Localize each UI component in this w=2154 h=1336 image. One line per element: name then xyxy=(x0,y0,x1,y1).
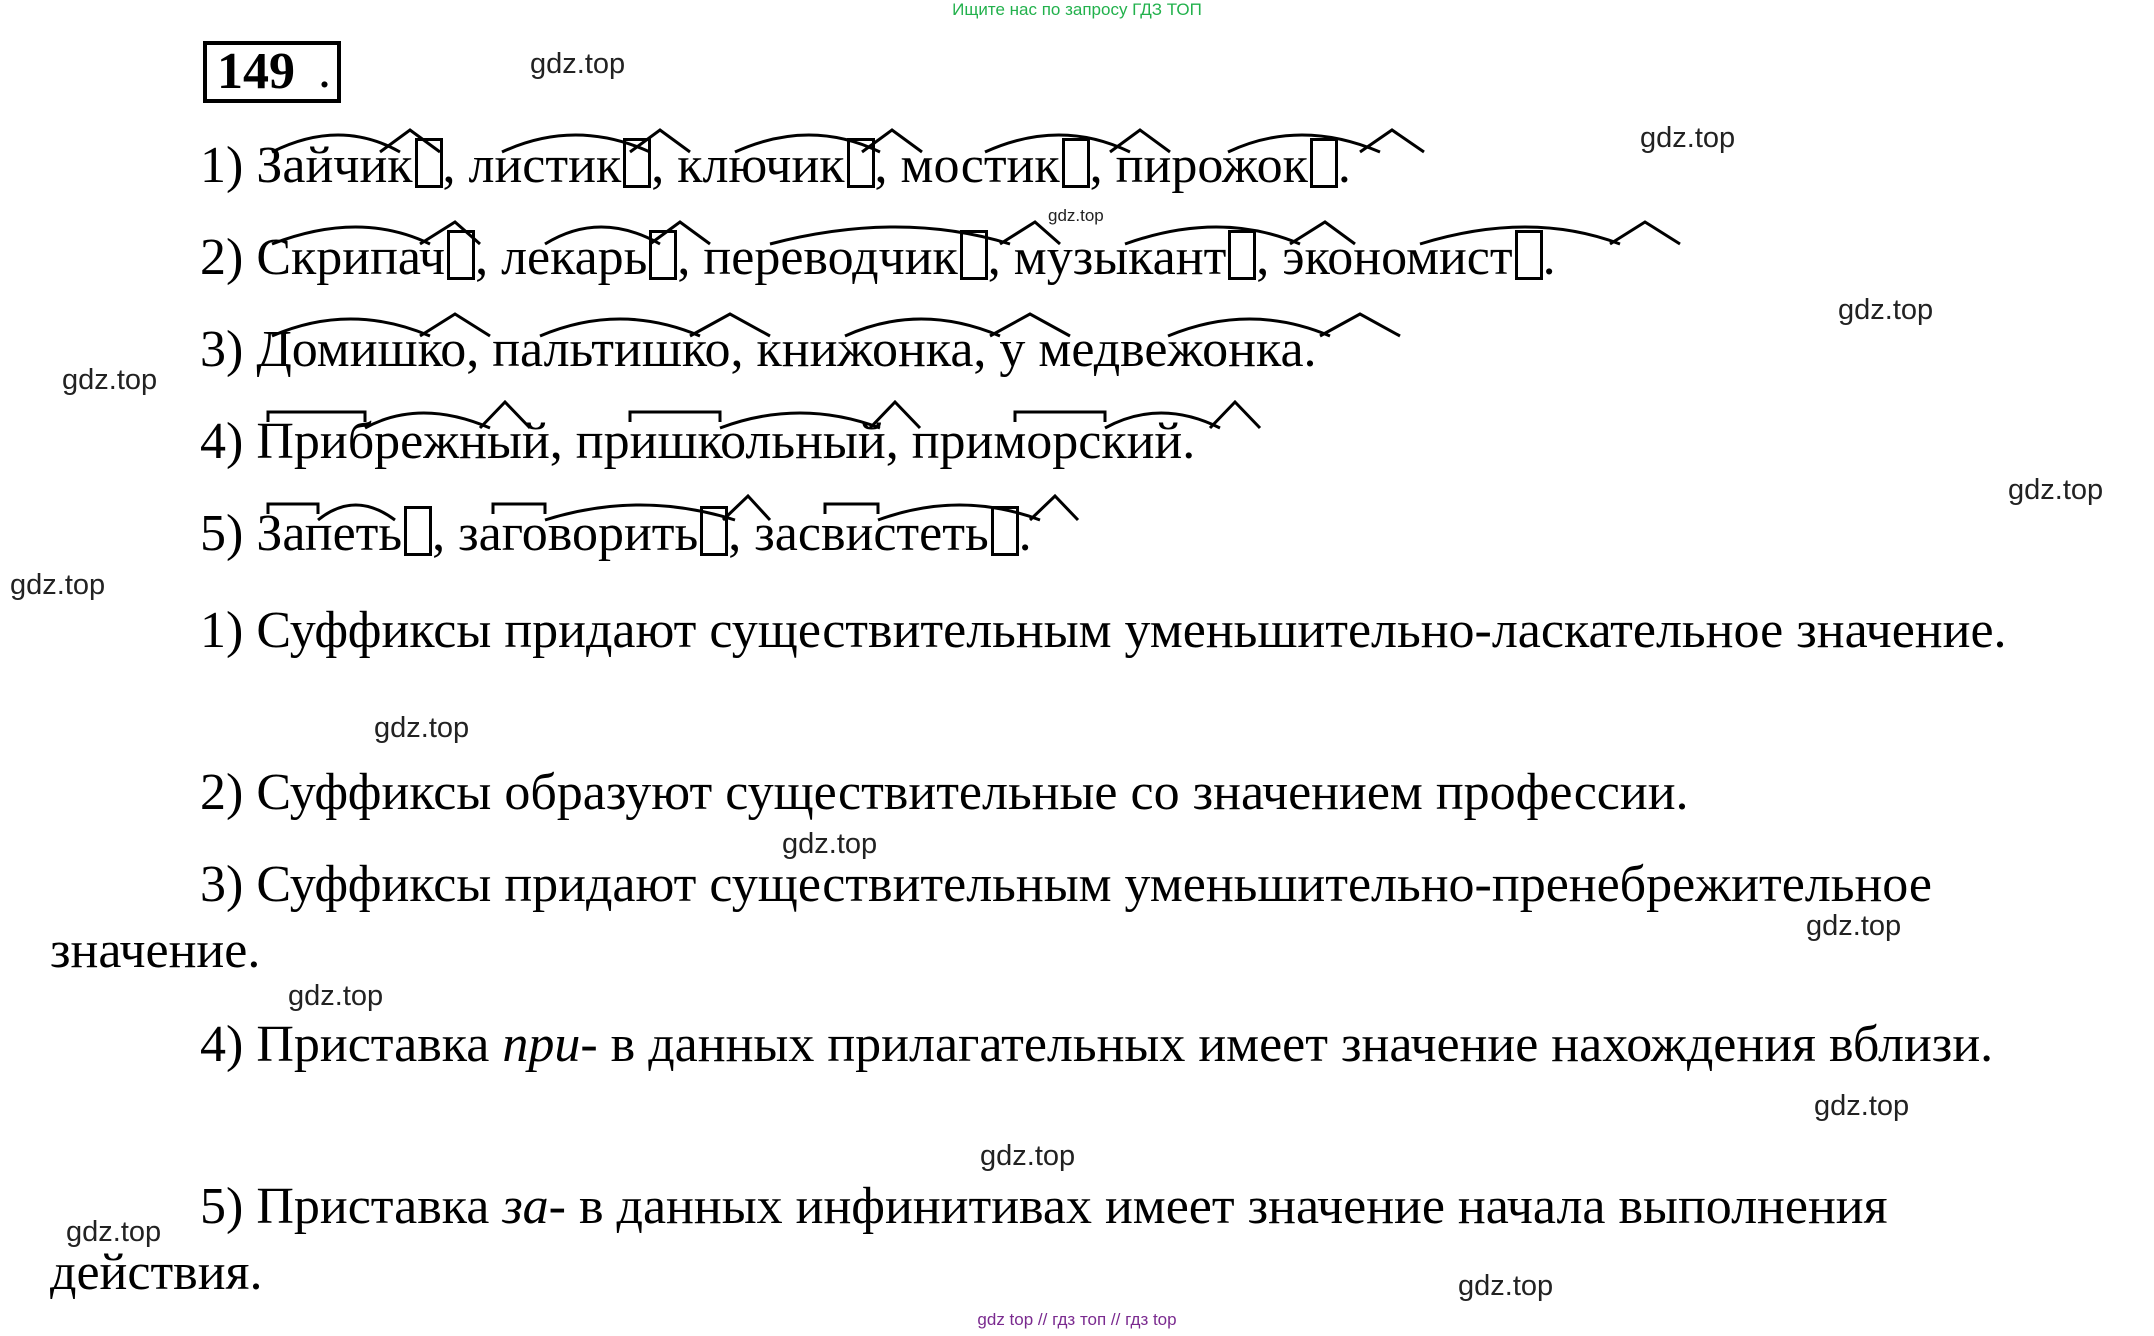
explanation-text: в данных инфинитивах имеет значение начала выполнения действия. xyxy=(50,1178,1888,1301)
row-number: 5) xyxy=(200,505,244,562)
explanation-text: в данных прилагательных имеет значение нахождения вблизи. xyxy=(597,1016,1994,1073)
word-root-suffix: Скрипач xyxy=(256,229,446,286)
row-end: . xyxy=(1337,137,1351,194)
word-root-suffix: Домишко xyxy=(256,321,467,378)
task-number-dot: . xyxy=(318,42,331,99)
ending-box xyxy=(847,138,875,188)
word-prefix-root-suffix: пришкольный xyxy=(575,413,886,470)
explanation-number: 3) xyxy=(200,856,244,913)
watermark: gdz.top xyxy=(10,569,106,601)
ending-box xyxy=(623,138,651,188)
explanation-2 xyxy=(50,760,2010,826)
explanation-text: Суффиксы придают существительным уменьшительно-пренебрежительное значение. xyxy=(50,856,1932,979)
watermark: gdz.top xyxy=(374,712,470,744)
word-root-suffix: музыкант xyxy=(1013,229,1227,286)
explanation-1 xyxy=(50,598,2010,664)
suffix-cap xyxy=(1320,314,1400,336)
row-end: . xyxy=(1018,505,1032,562)
explanation-number: 5) xyxy=(200,1178,244,1235)
watermark: gdz.top xyxy=(1640,122,1736,154)
row-number: 3) xyxy=(200,321,244,378)
word-root-suffix: лекарь xyxy=(501,229,648,286)
word-root-suffix: экономист xyxy=(1282,229,1513,286)
explanation-text: Суффиксы придают существительным уменьшительно-ласкательное значение. xyxy=(256,602,2007,659)
row-end: . xyxy=(1542,229,1556,286)
word-prefix-root: Запеть xyxy=(256,505,403,562)
explanation-italic-prefix: при- xyxy=(502,1016,598,1073)
word-root-suffix: Зайчик xyxy=(256,137,413,194)
watermark: gdz.top xyxy=(980,1140,1076,1172)
watermark: gdz.top xyxy=(1814,1090,1910,1122)
ending-box xyxy=(447,230,475,280)
explanation-number: 2) xyxy=(200,764,244,821)
row-end: . xyxy=(1303,321,1317,378)
explanation-4 xyxy=(50,1012,2010,1078)
watermark: gdz.top xyxy=(288,980,384,1012)
row-2: 2) Скрипач , лекарь , переводчик , музыкант , экономист . xyxy=(200,229,1556,286)
watermark: gdz.top xyxy=(1458,1270,1554,1302)
watermark: gdz.top xyxy=(2008,474,2104,506)
ending-box xyxy=(404,506,432,556)
task-number-box: 149 xyxy=(203,41,341,103)
row-number: 2) xyxy=(200,229,244,286)
word-root-suffix: мостик xyxy=(900,137,1060,194)
ending-box xyxy=(991,506,1019,556)
ending-box xyxy=(1310,138,1338,188)
word-prefix-root-suffix: приморский xyxy=(911,413,1183,470)
ending-box xyxy=(1228,230,1256,280)
ending-box xyxy=(415,138,443,188)
watermark-small: gdz.top xyxy=(1048,206,1104,225)
ending-box xyxy=(960,230,988,280)
footer-links: gdz top // гдз топ // гдз top xyxy=(977,1310,1177,1329)
watermark: gdz.top xyxy=(782,828,878,860)
row-number: 4) xyxy=(200,413,244,470)
word-prefix-root: засвистеть xyxy=(754,505,989,562)
word-prefix-root: заговорить xyxy=(458,505,699,562)
explanation-text: Суффиксы образуют существительные со значением профессии. xyxy=(256,764,1689,821)
ending-box xyxy=(700,506,728,556)
explanation-3 xyxy=(50,852,2010,984)
ending-box xyxy=(1515,230,1543,280)
watermark: gdz.top xyxy=(62,364,158,396)
explanation-number: 1) xyxy=(200,602,244,659)
suffix-cap xyxy=(1610,222,1680,244)
watermark: gdz.top xyxy=(1806,910,1902,942)
word-root-suffix: переводчик xyxy=(703,229,958,286)
suffix-cap xyxy=(1210,402,1260,428)
explanation-number: 4) xyxy=(200,1016,244,1073)
word-root-suffix: книжонка xyxy=(756,321,974,378)
explanation-prefix-text: Приставка xyxy=(256,1016,503,1073)
word-root-suffix: ключик xyxy=(677,137,845,194)
watermark: gdz.top xyxy=(66,1216,162,1248)
row-4: 4) Прибрежный, пришкольный, приморский. xyxy=(200,413,1196,470)
explanation-prefix-text: Приставка xyxy=(256,1178,503,1235)
top-banner: Ищите нас по запросу ГДЗ ТОП xyxy=(952,0,1202,19)
ending-box xyxy=(649,230,677,280)
row-1: 1) Зайчик , листик , ключик , мостик , пирожок . xyxy=(200,137,1351,194)
row-5: 5) Запеть , заговорить , засвистеть . xyxy=(200,505,1032,562)
word-root-suffix: у медвежонка xyxy=(999,321,1304,378)
row-end: . xyxy=(1182,413,1196,470)
word-root-suffix: листик xyxy=(468,137,622,194)
row-number: 1) xyxy=(200,137,244,194)
suffix-cap xyxy=(1360,130,1424,152)
watermark: gdz.top xyxy=(1838,294,1934,326)
row-3: 3) Домишко, пальтишко, книжонка, у медвежонка. xyxy=(200,321,1317,378)
watermark: gdz.top xyxy=(530,48,626,80)
word-prefix-root-suffix: Прибрежный xyxy=(256,413,550,470)
explanation-5 xyxy=(50,1174,2010,1306)
word-root-suffix: пирожок xyxy=(1115,137,1308,194)
suffix-cap xyxy=(1030,496,1078,520)
explanation-italic-prefix: за- xyxy=(502,1178,566,1235)
ending-box xyxy=(1062,138,1090,188)
word-root-suffix: пальтишко xyxy=(492,321,731,378)
